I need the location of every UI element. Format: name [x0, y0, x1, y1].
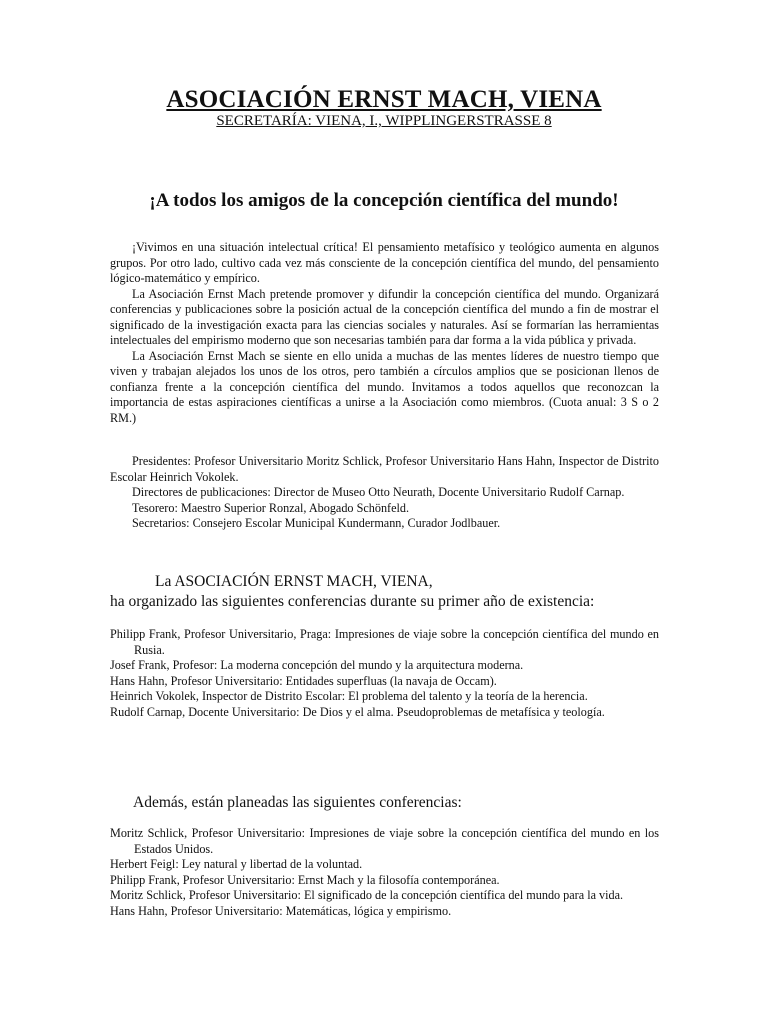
list-item: Herbert Feigl: Ley natural y libertad de la voluntad.: [110, 857, 363, 871]
officers-line: Directores de publicaciones: Director de Museo Otto Neurath, Docente Universitario Rudolf Carnap.: [132, 485, 625, 499]
list-item: Josef Frank, Profesor: La moderna concepción del mundo y la arquitectura moderna.: [110, 658, 524, 672]
intro-paragraph: ¡Vivimos en una situación intelectual crítica! El pensamiento metafísico y teológico aumenta en algunos grupos. Por otro lado, cultivo cada vez más consciente de la concepción científica del mundo, del pensamiento lógico-matemático y empírico.: [110, 240, 659, 285]
list-item: Heinrich Vokolek, Inspector de Distrito Escolar: El problema del talento y la teoría de la herencia.: [110, 689, 588, 703]
officers-line: Secretarios: Consejero Escolar Municipal Kundermann, Curador Jodlbauer.: [132, 516, 501, 530]
list-item: Hans Hahn, Profesor Universitario: Entidades superfluas (la navaja de Occam).: [110, 673, 497, 688]
intro-paragraph: La Asociación Ernst Mach se siente en ello unida a muchas de las mentes líderes de nuestro tiempo que viven y trabajan alejados los unos de los otros, pero también a círculos amplios que se posicionan llenos de confianza frente a la concepción científica del mundo. Invitamos a todos aquellos que reconozcan la importancia de estas aspiraciones científicas a unirse a la Asociación como miembros. (Cuota anual: 3 S o 2 RM.): [110, 348, 659, 425]
list-item: Philipp Frank, Profesor Universitario, Praga: Impresiones de viaje sobre la concepción científica del mundo en Rusia.: [110, 627, 659, 657]
officers-section: [110, 454, 659, 532]
officers-line: Presidentes: Profesor Universitario Moritz Schlick, Profesor Universitario Hans Hahn, Inspector de Distrito Escolar Heinrich Vokolek.: [110, 454, 659, 484]
conferences-planned-list: [110, 826, 659, 919]
intro-section: [110, 240, 659, 426]
list-item: Moritz Schlick, Profesor Universitario: Impresiones de viaje sobre la concepción científica del mundo en los Estados Unidos.: [110, 826, 659, 856]
conferences-heading-line2: ha organizado las siguientes conferencias durante su primer año de existencia:: [110, 593, 595, 610]
document-title: ASOCIACIÓN ERNST MACH, VIENA: [166, 86, 602, 113]
conferences-held-list: [110, 627, 659, 720]
list-item: Philipp Frank, Profesor Universitario: Ernst Mach y la filosofía contemporánea.: [110, 872, 500, 887]
intro-paragraph: La Asociación Ernst Mach pretende promover y difundir la concepción científica del mundo. Organizará conferencias y publicaciones sobre la posición actual de la concepción científica del mundo a fin de mostrar el significado de la investigación exacta para las ciencias sociales y naturales. Así se formarían las herramientas intelectuales del empirismo moderno que son necesarias también para dar forma a la vida pública y privada.: [110, 286, 659, 347]
list-item: Rudolf Carnap, Docente Universitario: De Dios y el alma. Pseudoproblemas de metafísica y teología.: [110, 704, 605, 719]
secretariat-address: SECRETARÍA: VIENA, I., WIPPLINGERSTRASSE 8: [216, 113, 552, 129]
list-item: Moritz Schlick, Profesor Universitario: El significado de la concepción científica del mundo para la vida.: [110, 888, 624, 902]
list-item: Hans Hahn, Profesor Universitario: Matemáticas, lógica y empirismo.: [110, 903, 452, 918]
conferences-heading-line1: La ASOCIACIÓN ERNST MACH, VIENA,: [155, 573, 433, 590]
planned-heading: Además, están planeadas las siguientes conferencias:: [133, 794, 462, 811]
appeal-headline: ¡A todos los amigos de la concepción científica del mundo!: [149, 190, 619, 211]
conferences-heading: [110, 572, 670, 612]
officers-line: Tesorero: Maestro Superior Ronzal, Abogado Schönfeld.: [132, 500, 410, 515]
